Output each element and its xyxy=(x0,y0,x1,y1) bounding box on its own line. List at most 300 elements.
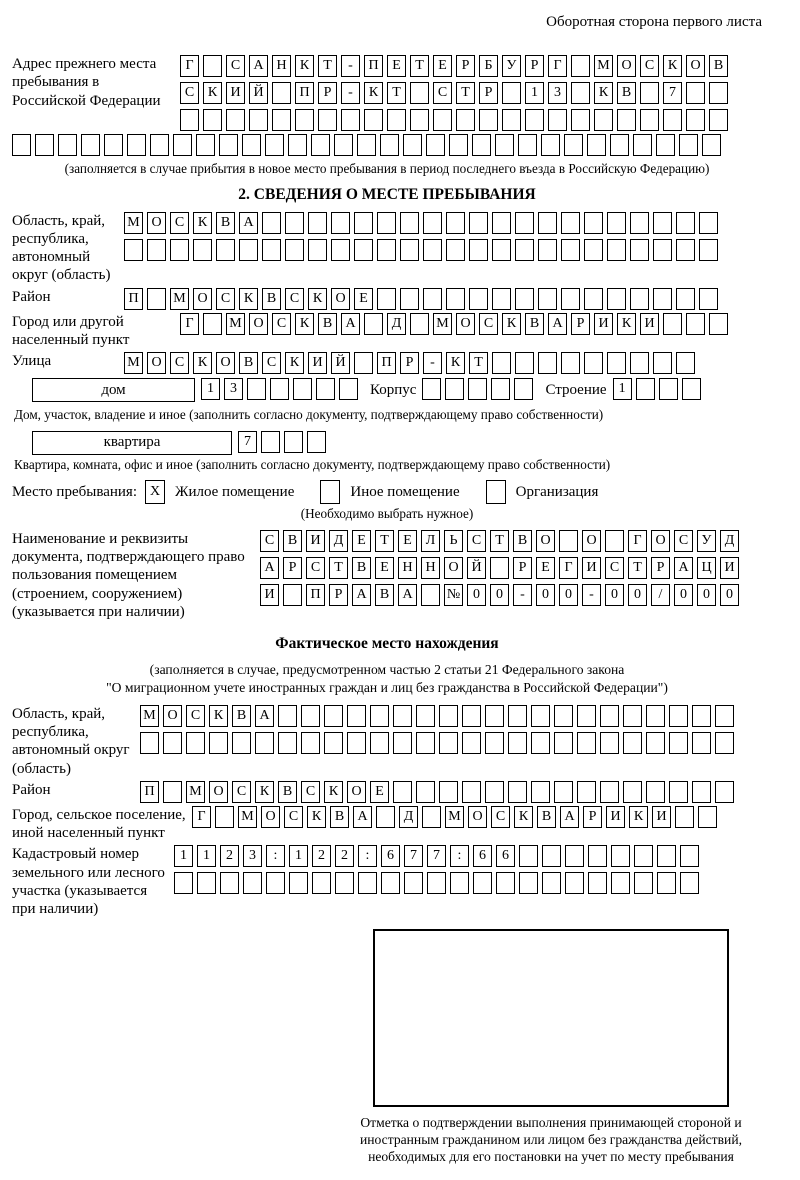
char-cell[interactable] xyxy=(485,781,504,803)
char-cell[interactable]: 0 xyxy=(490,584,509,606)
char-cell[interactable]: М xyxy=(238,806,257,828)
char-cell[interactable] xyxy=(446,212,465,234)
char-cell[interactable] xyxy=(653,212,672,234)
char-cell[interactable] xyxy=(58,134,77,156)
organization-checkbox[interactable] xyxy=(486,480,506,504)
char-cell[interactable]: И xyxy=(308,352,327,374)
char-cell[interactable]: К xyxy=(239,288,258,310)
char-cell[interactable]: 2 xyxy=(220,845,239,867)
char-cell[interactable]: Г xyxy=(548,55,567,77)
char-cell[interactable]: Т xyxy=(318,55,337,77)
char-cell[interactable] xyxy=(699,288,718,310)
char-cell[interactable] xyxy=(400,239,419,261)
char-cell[interactable] xyxy=(492,239,511,261)
char-cell[interactable] xyxy=(669,781,688,803)
char-cell[interactable] xyxy=(421,584,440,606)
char-cell[interactable]: Р xyxy=(479,82,498,104)
char-cell[interactable]: К xyxy=(446,352,465,374)
char-cell[interactable]: О xyxy=(347,781,366,803)
char-cell[interactable] xyxy=(196,134,215,156)
char-cell[interactable] xyxy=(686,82,705,104)
char-cell[interactable] xyxy=(538,212,557,234)
char-cell[interactable] xyxy=(416,732,435,754)
char-cell[interactable]: И xyxy=(226,82,245,104)
char-cell[interactable]: К xyxy=(364,82,383,104)
char-cell[interactable] xyxy=(410,313,429,335)
char-cell[interactable] xyxy=(376,806,395,828)
char-cell[interactable] xyxy=(270,378,289,400)
char-cell[interactable]: Н xyxy=(421,557,440,579)
char-cell[interactable] xyxy=(301,705,320,727)
char-cell[interactable] xyxy=(630,288,649,310)
char-cell[interactable]: № xyxy=(444,584,463,606)
char-cell[interactable]: О xyxy=(249,313,268,335)
char-cell[interactable] xyxy=(653,352,672,374)
char-cell[interactable] xyxy=(331,212,350,234)
char-cell[interactable] xyxy=(400,212,419,234)
char-cell[interactable]: С xyxy=(226,55,245,77)
char-cell[interactable] xyxy=(380,134,399,156)
char-cell[interactable]: - xyxy=(513,584,532,606)
char-cell[interactable]: К xyxy=(295,313,314,335)
char-cell[interactable]: 6 xyxy=(473,845,492,867)
char-cell[interactable]: А xyxy=(560,806,579,828)
char-cell[interactable]: Е xyxy=(370,781,389,803)
char-cell[interactable]: С xyxy=(285,288,304,310)
char-cell[interactable] xyxy=(377,239,396,261)
char-cell[interactable]: К xyxy=(255,781,274,803)
char-cell[interactable] xyxy=(364,313,383,335)
char-cell[interactable]: Р xyxy=(318,82,337,104)
char-cell[interactable]: С xyxy=(170,212,189,234)
char-cell[interactable]: А xyxy=(249,55,268,77)
char-cell[interactable] xyxy=(577,781,596,803)
char-cell[interactable] xyxy=(485,705,504,727)
char-cell[interactable] xyxy=(335,872,354,894)
char-cell[interactable]: 1 xyxy=(174,845,193,867)
char-cell[interactable] xyxy=(605,530,624,552)
char-cell[interactable]: Б xyxy=(479,55,498,77)
char-cell[interactable] xyxy=(427,872,446,894)
char-cell[interactable]: : xyxy=(266,845,285,867)
char-cell[interactable] xyxy=(508,781,527,803)
char-cell[interactable] xyxy=(646,705,665,727)
char-cell[interactable] xyxy=(600,732,619,754)
char-cell[interactable] xyxy=(354,239,373,261)
char-cell[interactable] xyxy=(588,872,607,894)
char-cell[interactable]: О xyxy=(617,55,636,77)
char-cell[interactable] xyxy=(709,313,728,335)
char-cell[interactable] xyxy=(623,781,642,803)
char-cell[interactable] xyxy=(272,82,291,104)
char-cell[interactable]: И xyxy=(260,584,279,606)
char-cell[interactable]: 0 xyxy=(467,584,486,606)
char-cell[interactable]: Ц xyxy=(697,557,716,579)
char-cell[interactable]: В xyxy=(537,806,556,828)
char-cell[interactable] xyxy=(422,378,441,400)
char-cell[interactable] xyxy=(676,288,695,310)
char-cell[interactable]: Е xyxy=(536,557,555,579)
char-cell[interactable] xyxy=(491,378,510,400)
char-cell[interactable]: К xyxy=(594,82,613,104)
char-cell[interactable]: 0 xyxy=(536,584,555,606)
char-cell[interactable] xyxy=(531,781,550,803)
char-cell[interactable] xyxy=(261,431,280,453)
char-cell[interactable] xyxy=(449,134,468,156)
char-cell[interactable] xyxy=(358,872,377,894)
char-cell[interactable] xyxy=(548,109,567,131)
char-cell[interactable]: А xyxy=(260,557,279,579)
char-cell[interactable] xyxy=(416,781,435,803)
char-cell[interactable] xyxy=(657,845,676,867)
char-cell[interactable]: Ь xyxy=(444,530,463,552)
char-cell[interactable]: А xyxy=(548,313,567,335)
char-cell[interactable]: В xyxy=(330,806,349,828)
char-cell[interactable]: О xyxy=(468,806,487,828)
char-cell[interactable] xyxy=(377,288,396,310)
char-cell[interactable] xyxy=(502,109,521,131)
char-cell[interactable] xyxy=(542,845,561,867)
char-cell[interactable] xyxy=(607,212,626,234)
char-cell[interactable] xyxy=(446,288,465,310)
char-cell[interactable] xyxy=(462,781,481,803)
char-cell[interactable] xyxy=(525,109,544,131)
char-cell[interactable]: В xyxy=(232,705,251,727)
char-cell[interactable]: С xyxy=(433,82,452,104)
char-cell[interactable]: Е xyxy=(398,530,417,552)
char-cell[interactable] xyxy=(462,732,481,754)
char-cell[interactable] xyxy=(311,134,330,156)
char-cell[interactable]: К xyxy=(324,781,343,803)
char-cell[interactable] xyxy=(669,705,688,727)
char-cell[interactable] xyxy=(173,134,192,156)
char-cell[interactable] xyxy=(426,134,445,156)
char-cell[interactable]: С xyxy=(479,313,498,335)
char-cell[interactable]: В xyxy=(709,55,728,77)
char-cell[interactable] xyxy=(472,134,491,156)
char-cell[interactable]: П xyxy=(377,352,396,374)
char-cell[interactable] xyxy=(308,239,327,261)
char-cell[interactable] xyxy=(519,872,538,894)
char-cell[interactable]: О xyxy=(193,288,212,310)
char-cell[interactable] xyxy=(197,872,216,894)
char-cell[interactable] xyxy=(682,378,701,400)
char-cell[interactable]: А xyxy=(353,806,372,828)
char-cell[interactable] xyxy=(318,109,337,131)
char-cell[interactable]: 1 xyxy=(525,82,544,104)
char-cell[interactable] xyxy=(439,732,458,754)
char-cell[interactable]: - xyxy=(341,82,360,104)
char-cell[interactable] xyxy=(423,212,442,234)
char-cell[interactable]: А xyxy=(352,584,371,606)
char-cell[interactable] xyxy=(203,313,222,335)
char-cell[interactable] xyxy=(462,705,481,727)
char-cell[interactable]: О xyxy=(147,212,166,234)
char-cell[interactable] xyxy=(423,288,442,310)
char-cell[interactable]: Р xyxy=(329,584,348,606)
char-cell[interactable]: П xyxy=(140,781,159,803)
char-cell[interactable]: Е xyxy=(387,55,406,77)
char-cell[interactable]: Л xyxy=(421,530,440,552)
char-cell[interactable]: 7 xyxy=(663,82,682,104)
char-cell[interactable] xyxy=(147,239,166,261)
char-cell[interactable]: К xyxy=(307,806,326,828)
char-cell[interactable] xyxy=(209,732,228,754)
char-cell[interactable] xyxy=(542,872,561,894)
char-cell[interactable] xyxy=(284,431,303,453)
char-cell[interactable] xyxy=(410,82,429,104)
char-cell[interactable] xyxy=(12,134,31,156)
char-cell[interactable] xyxy=(584,212,603,234)
char-cell[interactable]: К xyxy=(193,352,212,374)
char-cell[interactable]: А xyxy=(341,313,360,335)
char-cell[interactable] xyxy=(468,378,487,400)
char-cell[interactable] xyxy=(334,134,353,156)
char-cell[interactable]: Н xyxy=(272,55,291,77)
char-cell[interactable] xyxy=(640,109,659,131)
char-cell[interactable] xyxy=(698,806,717,828)
char-cell[interactable] xyxy=(492,352,511,374)
char-cell[interactable] xyxy=(307,431,326,453)
char-cell[interactable] xyxy=(577,732,596,754)
char-cell[interactable] xyxy=(630,212,649,234)
char-cell[interactable] xyxy=(403,134,422,156)
char-cell[interactable] xyxy=(219,134,238,156)
char-cell[interactable]: А xyxy=(239,212,258,234)
char-cell[interactable] xyxy=(554,705,573,727)
char-cell[interactable] xyxy=(565,872,584,894)
char-cell[interactable] xyxy=(255,732,274,754)
char-cell[interactable] xyxy=(541,134,560,156)
char-cell[interactable] xyxy=(469,212,488,234)
char-cell[interactable]: 0 xyxy=(697,584,716,606)
char-cell[interactable] xyxy=(531,732,550,754)
char-cell[interactable]: А xyxy=(674,557,693,579)
char-cell[interactable] xyxy=(124,239,143,261)
char-cell[interactable]: С xyxy=(284,806,303,828)
char-cell[interactable] xyxy=(633,134,652,156)
char-cell[interactable]: С xyxy=(491,806,510,828)
char-cell[interactable] xyxy=(584,239,603,261)
char-cell[interactable] xyxy=(634,845,653,867)
char-cell[interactable] xyxy=(519,845,538,867)
char-cell[interactable] xyxy=(354,212,373,234)
char-cell[interactable]: Т xyxy=(329,557,348,579)
char-cell[interactable] xyxy=(285,212,304,234)
char-cell[interactable]: Г xyxy=(180,55,199,77)
char-cell[interactable]: С xyxy=(674,530,693,552)
char-cell[interactable]: 2 xyxy=(312,845,331,867)
char-cell[interactable] xyxy=(203,55,222,77)
char-cell[interactable] xyxy=(630,352,649,374)
char-cell[interactable]: М xyxy=(124,212,143,234)
char-cell[interactable] xyxy=(347,705,366,727)
char-cell[interactable] xyxy=(387,109,406,131)
char-cell[interactable]: Н xyxy=(398,557,417,579)
char-cell[interactable] xyxy=(686,109,705,131)
char-cell[interactable] xyxy=(400,288,419,310)
char-cell[interactable]: Й xyxy=(467,557,486,579)
char-cell[interactable] xyxy=(393,781,412,803)
char-cell[interactable] xyxy=(193,239,212,261)
char-cell[interactable] xyxy=(669,732,688,754)
char-cell[interactable]: С xyxy=(216,288,235,310)
char-cell[interactable]: 1 xyxy=(197,845,216,867)
char-cell[interactable]: Р xyxy=(651,557,670,579)
char-cell[interactable] xyxy=(308,212,327,234)
char-cell[interactable]: Е xyxy=(354,288,373,310)
char-cell[interactable]: 0 xyxy=(605,584,624,606)
char-cell[interactable]: В xyxy=(216,212,235,234)
char-cell[interactable]: : xyxy=(450,845,469,867)
char-cell[interactable] xyxy=(686,313,705,335)
char-cell[interactable] xyxy=(715,705,734,727)
char-cell[interactable] xyxy=(571,55,590,77)
char-cell[interactable]: А xyxy=(398,584,417,606)
char-cell[interactable]: Д xyxy=(720,530,739,552)
char-cell[interactable] xyxy=(147,288,166,310)
char-cell[interactable] xyxy=(594,109,613,131)
char-cell[interactable] xyxy=(339,378,358,400)
char-cell[interactable] xyxy=(653,239,672,261)
char-cell[interactable]: И xyxy=(306,530,325,552)
char-cell[interactable]: В xyxy=(352,557,371,579)
char-cell[interactable]: К xyxy=(663,55,682,77)
char-cell[interactable] xyxy=(347,732,366,754)
char-cell[interactable] xyxy=(588,845,607,867)
char-cell[interactable] xyxy=(679,134,698,156)
char-cell[interactable]: 7 xyxy=(427,845,446,867)
char-cell[interactable] xyxy=(203,109,222,131)
char-cell[interactable] xyxy=(422,806,441,828)
char-cell[interactable]: У xyxy=(502,55,521,77)
char-cell[interactable]: 1 xyxy=(201,378,220,400)
char-cell[interactable]: С xyxy=(170,352,189,374)
char-cell[interactable]: 0 xyxy=(674,584,693,606)
char-cell[interactable]: И xyxy=(720,557,739,579)
char-cell[interactable] xyxy=(288,134,307,156)
char-cell[interactable] xyxy=(646,732,665,754)
char-cell[interactable] xyxy=(163,732,182,754)
char-cell[interactable]: И xyxy=(640,313,659,335)
char-cell[interactable]: С xyxy=(232,781,251,803)
char-cell[interactable]: К xyxy=(502,313,521,335)
char-cell[interactable] xyxy=(680,872,699,894)
char-cell[interactable]: П xyxy=(124,288,143,310)
char-cell[interactable]: Г xyxy=(559,557,578,579)
char-cell[interactable] xyxy=(341,109,360,131)
char-cell[interactable] xyxy=(559,530,578,552)
char-cell[interactable]: Т xyxy=(469,352,488,374)
char-cell[interactable]: О xyxy=(444,557,463,579)
char-cell[interactable]: Г xyxy=(628,530,647,552)
char-cell[interactable] xyxy=(514,378,533,400)
char-cell[interactable] xyxy=(150,134,169,156)
char-cell[interactable] xyxy=(331,239,350,261)
char-cell[interactable]: К xyxy=(629,806,648,828)
char-cell[interactable]: С xyxy=(186,705,205,727)
char-cell[interactable] xyxy=(370,705,389,727)
char-cell[interactable] xyxy=(404,872,423,894)
char-cell[interactable]: В xyxy=(239,352,258,374)
char-cell[interactable] xyxy=(715,781,734,803)
char-cell[interactable]: О xyxy=(331,288,350,310)
char-cell[interactable] xyxy=(215,806,234,828)
char-cell[interactable]: : xyxy=(358,845,377,867)
char-cell[interactable] xyxy=(262,212,281,234)
char-cell[interactable] xyxy=(357,134,376,156)
char-cell[interactable] xyxy=(446,239,465,261)
char-cell[interactable]: - xyxy=(341,55,360,77)
char-cell[interactable]: 0 xyxy=(628,584,647,606)
char-cell[interactable]: В xyxy=(278,781,297,803)
char-cell[interactable] xyxy=(262,239,281,261)
char-cell[interactable] xyxy=(301,732,320,754)
char-cell[interactable]: И xyxy=(606,806,625,828)
char-cell[interactable]: Т xyxy=(410,55,429,77)
char-cell[interactable]: К xyxy=(285,352,304,374)
char-cell[interactable]: В xyxy=(525,313,544,335)
char-cell[interactable] xyxy=(445,378,464,400)
char-cell[interactable]: Т xyxy=(490,530,509,552)
char-cell[interactable]: 7 xyxy=(238,431,257,453)
char-cell[interactable] xyxy=(278,732,297,754)
char-cell[interactable] xyxy=(479,109,498,131)
char-cell[interactable]: Е xyxy=(375,557,394,579)
char-cell[interactable]: Т xyxy=(628,557,647,579)
char-cell[interactable] xyxy=(226,109,245,131)
char-cell[interactable] xyxy=(485,732,504,754)
char-cell[interactable] xyxy=(676,352,695,374)
char-cell[interactable]: М xyxy=(170,288,189,310)
char-cell[interactable] xyxy=(508,732,527,754)
char-cell[interactable]: Р xyxy=(571,313,590,335)
char-cell[interactable]: Г xyxy=(192,806,211,828)
char-cell[interactable]: В xyxy=(513,530,532,552)
char-cell[interactable] xyxy=(554,732,573,754)
char-cell[interactable]: О xyxy=(582,530,601,552)
char-cell[interactable] xyxy=(496,872,515,894)
char-cell[interactable] xyxy=(450,872,469,894)
char-cell[interactable]: Д xyxy=(399,806,418,828)
char-cell[interactable] xyxy=(538,288,557,310)
char-cell[interactable]: М xyxy=(433,313,452,335)
char-cell[interactable] xyxy=(266,872,285,894)
char-cell[interactable] xyxy=(611,872,630,894)
char-cell[interactable]: Р xyxy=(513,557,532,579)
char-cell[interactable]: П xyxy=(295,82,314,104)
char-cell[interactable]: 3 xyxy=(224,378,243,400)
char-cell[interactable]: И xyxy=(582,557,601,579)
char-cell[interactable] xyxy=(564,134,583,156)
char-cell[interactable] xyxy=(561,239,580,261)
char-cell[interactable] xyxy=(283,584,302,606)
char-cell[interactable] xyxy=(634,872,653,894)
char-cell[interactable] xyxy=(623,705,642,727)
char-cell[interactable]: О xyxy=(209,781,228,803)
char-cell[interactable]: Т xyxy=(375,530,394,552)
char-cell[interactable]: В xyxy=(617,82,636,104)
char-cell[interactable] xyxy=(515,212,534,234)
char-cell[interactable]: В xyxy=(375,584,394,606)
char-cell[interactable] xyxy=(289,872,308,894)
char-cell[interactable]: Р xyxy=(456,55,475,77)
char-cell[interactable] xyxy=(675,806,694,828)
char-cell[interactable] xyxy=(676,239,695,261)
char-cell[interactable] xyxy=(607,239,626,261)
char-cell[interactable]: С xyxy=(180,82,199,104)
char-cell[interactable]: Т xyxy=(387,82,406,104)
